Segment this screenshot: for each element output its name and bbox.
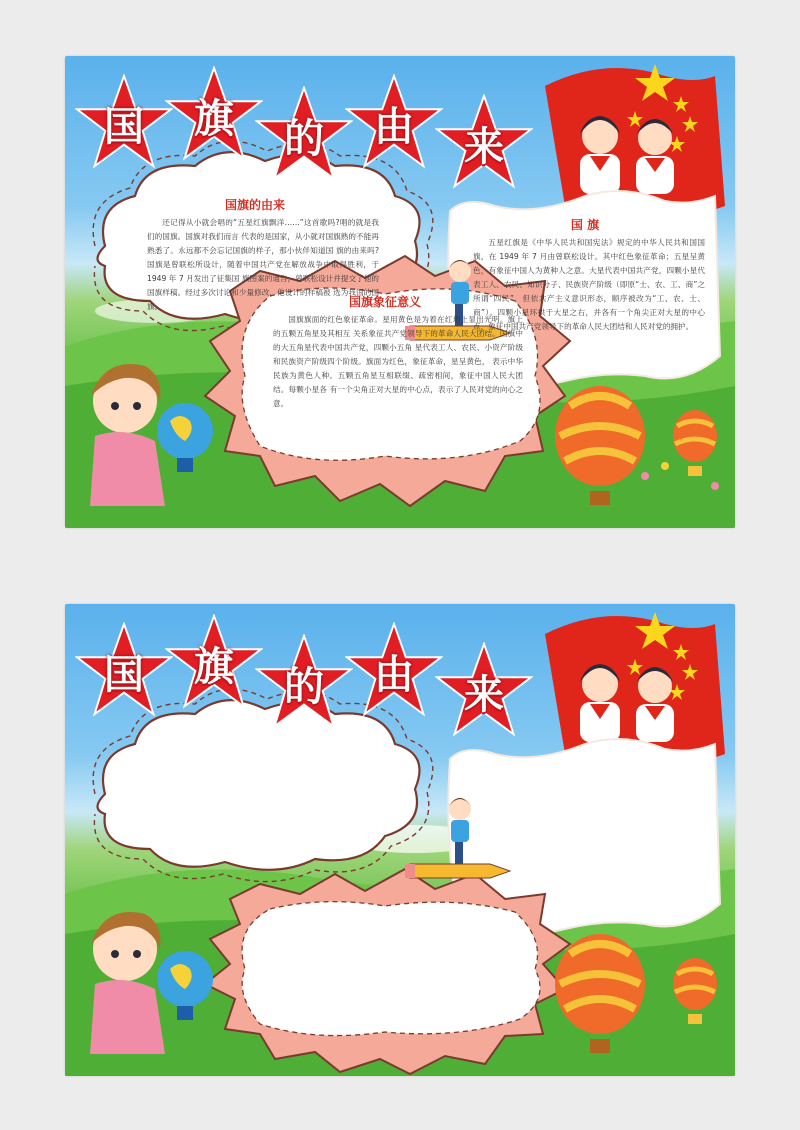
title-star-1 (75, 622, 173, 720)
title-char: 来 (464, 123, 504, 170)
title-char: 的 (284, 115, 324, 162)
poster-title (75, 66, 545, 196)
flag-heading: 国 旗 (570, 218, 600, 232)
flag-body: 五星红旗是《中华人民共和国宪法》规定的中华人民共和国国旗，在 1949 年 7 月由曾联松设计。其中红色象征革命；五星呈黄色，有象征中国人为黄种人之意。大星代表中国共产党，四颗小星代表工人、农民、知识分子、民族资产阶级（即原“士、农、工、商”之所谓“四民”，但依共产主义意识形态，顺序被改为“工、农、士、商”）。四颗小星环拱于大星之右，并各有一个角尖正对大星的中心点，象征中国共产党领导下的革命人民大团结和人民对党的拥护。 (473, 238, 705, 331)
title-star-3 (255, 634, 353, 732)
title-char: 国 (104, 651, 144, 698)
title-star-4 (345, 74, 443, 172)
title-char: 的 (284, 663, 324, 710)
title-star-2 (165, 66, 263, 164)
red-flag-icon (545, 64, 725, 214)
title-star-2 (165, 614, 263, 712)
red-flag-icon (545, 612, 725, 762)
title-char: 由 (374, 103, 414, 150)
title-char: 旗 (194, 95, 234, 142)
meaning-heading: 国旗象征意义 (348, 295, 421, 309)
title-star-3 (255, 86, 353, 184)
title-star-5 (435, 94, 533, 192)
title-star-4 (345, 622, 443, 720)
title-char: 国 (104, 103, 144, 150)
title-char: 旗 (194, 643, 234, 690)
title-char: 由 (374, 651, 414, 698)
title-star-1 (75, 74, 173, 172)
meaning-body: 国旗旗面的红色象征革命。星用黄色是为着在红地上显出光明。旗上的五颗五角星及其相互 关系象征共产党领导下的革命人民大团结。国旗中的大五角星代表中国共产党，四颗小五角 星代表工人、农民、小资产阶级和民族资产阶级四个阶级。旗面为红色，象征革命，星呈黄色， 表示中华民族为黄色人种。五颗五角星互相联缀、疏密相间，象征中国人民大团结。每颗小星各 有一个尖角正对大星的中心点，表示了人民对党的向心之意。 (273, 315, 523, 408)
poster-card-filled (65, 56, 735, 528)
poster-card-blank (65, 604, 735, 1076)
origin-heading: 国旗的由来 (224, 198, 285, 212)
origin-body: 还记得从小就会唱的“五星红旗飘洋……”这首歌吗?唱的就是我们的国旗。国旗对我们而言 代表的是国家，从小就对国旗熟的不能再熟悉了。永远都不会忘记国旗的样子，那小伙伴知道国 旗的由来吗?国旗是曾联松所设计，随着中国共产党在解放战争中取得胜利，于 1949 年 7 月发出了征集国 旗图案的通告，曾联松设计并提交了他的国旗样稿。经过多次讨论和少量修改，他设计的样稿被 选为我国的国旗。 (147, 218, 379, 311)
title-char: 来 (464, 671, 504, 718)
title-star-5 (435, 642, 533, 740)
poster-title (75, 614, 545, 744)
